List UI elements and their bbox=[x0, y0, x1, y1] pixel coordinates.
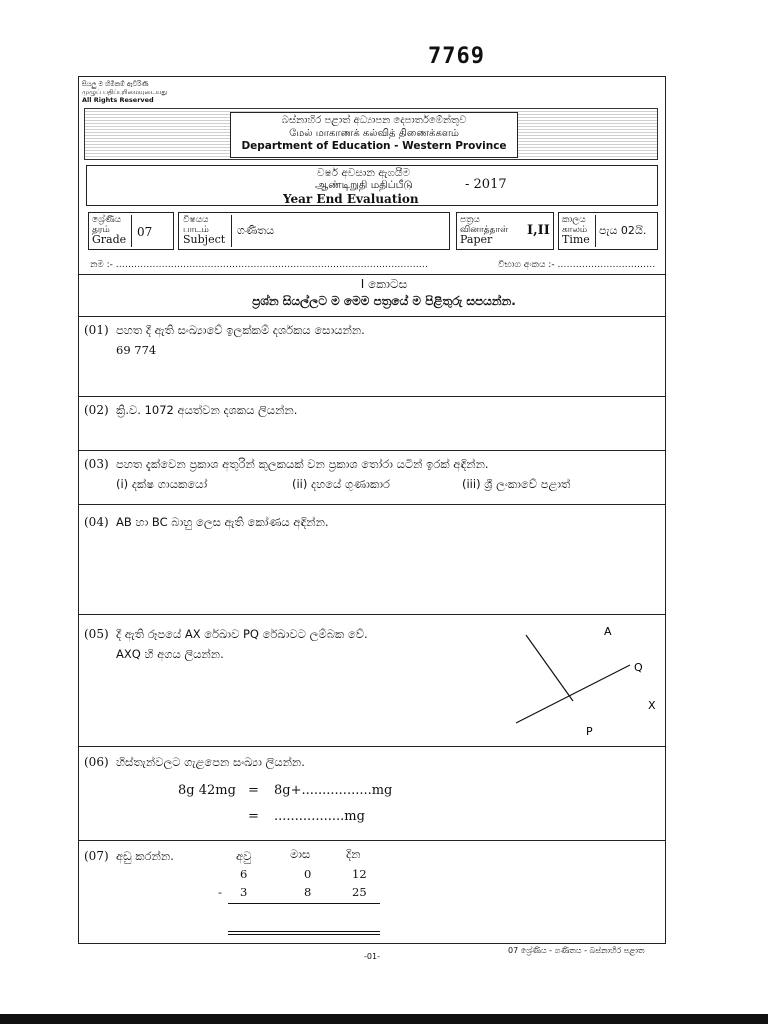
index-number-line: විභාග අංකය :- ................................ bbox=[498, 260, 656, 270]
time-box: කාලය காலம் Time පැය 02යි. bbox=[558, 212, 658, 250]
q6-blank-1[interactable]: 8g+.................mg bbox=[274, 783, 393, 798]
index-blank[interactable]: ................................ bbox=[557, 260, 656, 270]
copyright-notice: සියලු ම හිමිකම් ඇවිරිණි முழுப் பதிப்புரிமையுடையது All Rights Reserved bbox=[82, 80, 168, 104]
question-7: (07) අඩු කරන්න. අවු මාස දින 6 0 12 - 3 8 25 bbox=[78, 840, 666, 944]
question-5: (05) දී ඇති රූපයේ AX රේඛාව PQ රේඛාවට ලම්බක වේ. AXQ හි අගය ලියන්න. A Q P X bbox=[78, 614, 666, 746]
line-ax bbox=[526, 635, 573, 701]
q3-option-1[interactable]: (i) දක්ෂ ගායකයෝ bbox=[116, 477, 208, 491]
section-instruction: ප්‍රශ්න සියල්ලට ම මෙම පත්‍රයේ ම පිළිතුරු සපයන්න. bbox=[252, 294, 516, 308]
grade-box: ශ්‍රේණිය தரம் Grade 07 bbox=[88, 212, 174, 250]
question-1: (01) පහත දී ඇති සංඛ්‍යාවේ ඉලක්කම් දර්ශකය සොයන්න. 69 774 bbox=[78, 316, 666, 396]
label-a: A bbox=[604, 625, 612, 638]
scan-edge bbox=[0, 1014, 768, 1024]
label-p: P bbox=[586, 725, 593, 738]
perpendicular-lines-diagram bbox=[498, 619, 658, 743]
paper-box: පත්‍රය வினாத்தாள் Paper I,II bbox=[456, 212, 554, 250]
q1-number: 69 774 bbox=[116, 343, 157, 357]
department-header: බස්නාහිර පළාත් අධ්‍යාපන දෙපාර්තමේන්තුව மேல் மாகாணக் கல்வித் திணைக்களம் Department of Education - Western Province bbox=[230, 112, 518, 158]
grade-value: 07 bbox=[137, 225, 153, 239]
q3-option-3[interactable]: (iii) ශ්‍රී ලංකාවේ පළාත් bbox=[462, 477, 571, 491]
question-4: (04) AB හා BC බාහු ලෙස ඇති කෝණය අඳින්න. bbox=[78, 504, 666, 614]
name-line: නම :- ...................................................................................................... bbox=[90, 260, 429, 270]
page-number: 7769 bbox=[428, 44, 485, 69]
exam-year: - 2017 bbox=[465, 177, 507, 192]
label-q: Q bbox=[634, 661, 643, 674]
question-6: (06) හිස්තැන්වලට ගැළපෙන සංඛ්‍යා ලියන්න. 8g 42mg = 8g+.................mg = .................mg bbox=[78, 746, 666, 840]
footer-subject-info: 07 ශ්‍රේණිය - ගණිතය - බස්නාහිර පළාත bbox=[508, 946, 645, 955]
q6-blank-2[interactable]: .................mg bbox=[274, 809, 365, 824]
subject-box: විෂයය பாடம் Subject ගණිතය bbox=[178, 212, 450, 250]
label-x: X bbox=[648, 699, 656, 712]
time-value: පැය 02යි. bbox=[599, 224, 647, 237]
q3-option-2[interactable]: (ii) දහයේ ගුණාකාර bbox=[292, 477, 390, 491]
name-blank[interactable]: ...................................................................................................... bbox=[115, 260, 429, 270]
section-title: I කොටස bbox=[360, 277, 408, 291]
question-2: (02) ක්‍රි.ව. 1072 අයත්වන දශකය ලියන්න. bbox=[78, 396, 666, 450]
evaluation-title-box: වර්ෂ අවසාන ඇගයීම ஆண்டிறுதி மதிப்பீடு - 2017 Year End Evaluation bbox=[86, 165, 658, 206]
footer-page-number: -01- bbox=[364, 952, 380, 961]
divider bbox=[78, 274, 666, 275]
paper-value: I,II bbox=[527, 223, 550, 238]
line-pq bbox=[516, 665, 630, 723]
subject-value: ගණිතය bbox=[237, 224, 275, 237]
question-3: (03) පහත දැක්වෙන ප්‍රකාශ අතුරින් කුලකයක් වන ප්‍රකාශ තෝරා යටින් ඉරක් අඳින්න. (i) දක්ෂ ගායකයෝ (ii) දහයේ ගුණාකාර (iii) ශ්‍රී ලංකාවේ පළාත් bbox=[78, 450, 666, 504]
